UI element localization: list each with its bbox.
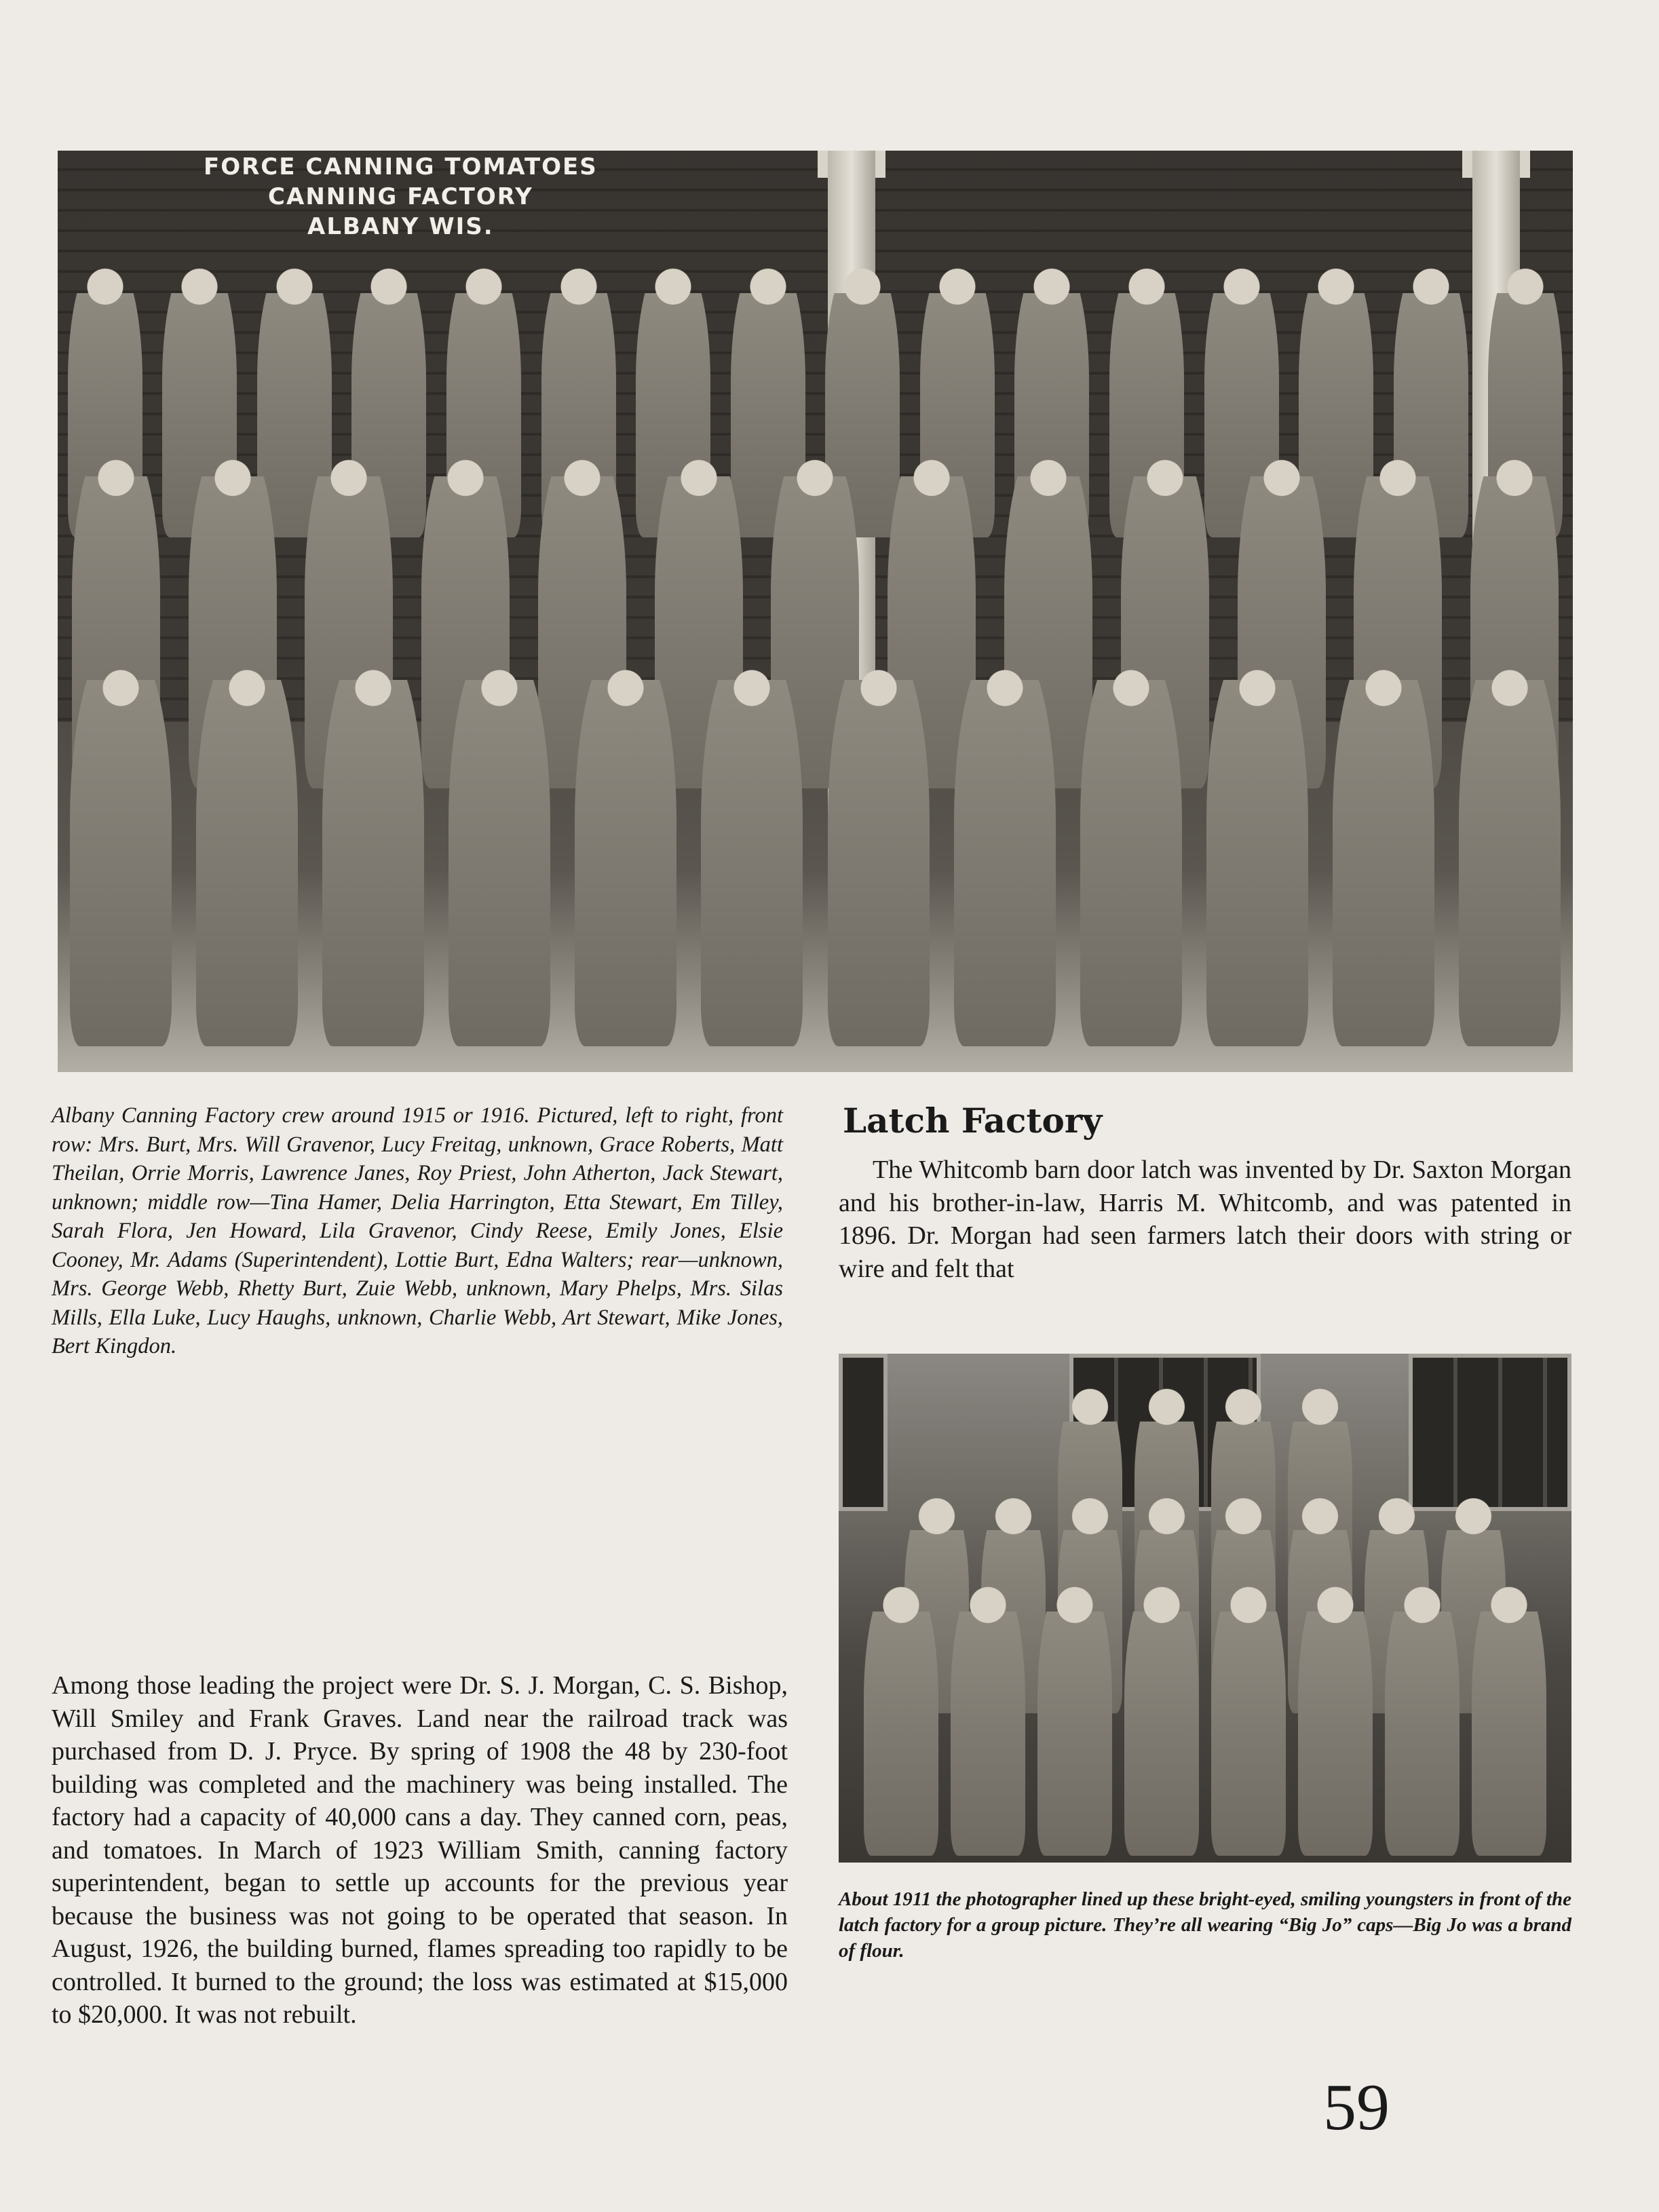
- label-line: FORCE CANNING TOMATOES: [204, 153, 598, 180]
- canning-paragraph: Among those leading the project were Dr. S. J. Morgan, C. S. Bishop, Will Smiley and Frank Graves. Land near the railroad track was purchased from D. J. Pryce. By spring of 1908 the 48 by 230-foot building was completed and the machinery was being installed. The factory had a capacity of 40,000 cans a day. They canned corn, peas, and tomatoes. In March of 1923 William Smith, canning factory superintendent, began to settle up accounts for the previous year because the business was not going to be operated that season. In August, 1926, the building burned, flames spreading too rapidly to be controlled. It burned to the ground; the loss was estimated at $15,000 to $20,000. It was not rebuilt.: [52, 1671, 788, 2029]
- youngsters-caption: About 1911 the photographer lined up these bright-eyed, smiling youngsters in front of the latch factory for a group picture. They’re all wearing “Big Jo” caps—Big Jo was a brand of flour.: [839, 1888, 1571, 1962]
- canning-crew-photo: [58, 151, 1573, 1072]
- photo-handwritten-label: [204, 152, 598, 242]
- front-row-kids: [839, 1571, 1571, 1856]
- section-heading: Latch Factory: [843, 1101, 1103, 1141]
- latch-paragraph: The Whitcomb barn door latch was invented by Dr. Saxton Morgan and his brother-in-law, Harris M. Whitcomb, and was patented in 1896. Dr. Morgan had seen farmers latch their doors with string or wire and felt that: [839, 1156, 1571, 1283]
- label-line: CANNING FACTORY: [268, 183, 533, 210]
- latch-youngsters-photo: [839, 1354, 1571, 1863]
- page-number: 59: [1323, 2071, 1390, 2144]
- canning-crew-caption: Albany Canning Factory crew around 1915 or 1916. Pictured, left to right, front row: Mrs. Burt, Mrs. Will Gravenor, Lucy Freitag, unknown, Grace Roberts, Matt Theilan, Orrie Morris, Lawrence Janes, Roy Priest, John Atherton, Jack Stewart, unknown; middle row—Tina Hamer, Delia Harrington, Etta Stewart, Em Tilley, Sarah Flora, Jen Howard, Lila Gravenor, Cindy Reese, Emily Jones, Elsie Cooney, Mr. Adams (Superintendent), Lottie Burt, Edna Walters; rear—unknown, Mrs. George Webb, Rhetty Burt, Zuie Webb, unknown, Mary Phelps, Mrs. Silas Mills, Ella Luke, Lucy Haughs, unknown, Charlie Webb, Art Stewart, Mike Jones, Bert Kingdon.: [52, 1103, 783, 1358]
- label-line: ALBANY WIS.: [307, 213, 494, 240]
- front-row: [58, 639, 1573, 1046]
